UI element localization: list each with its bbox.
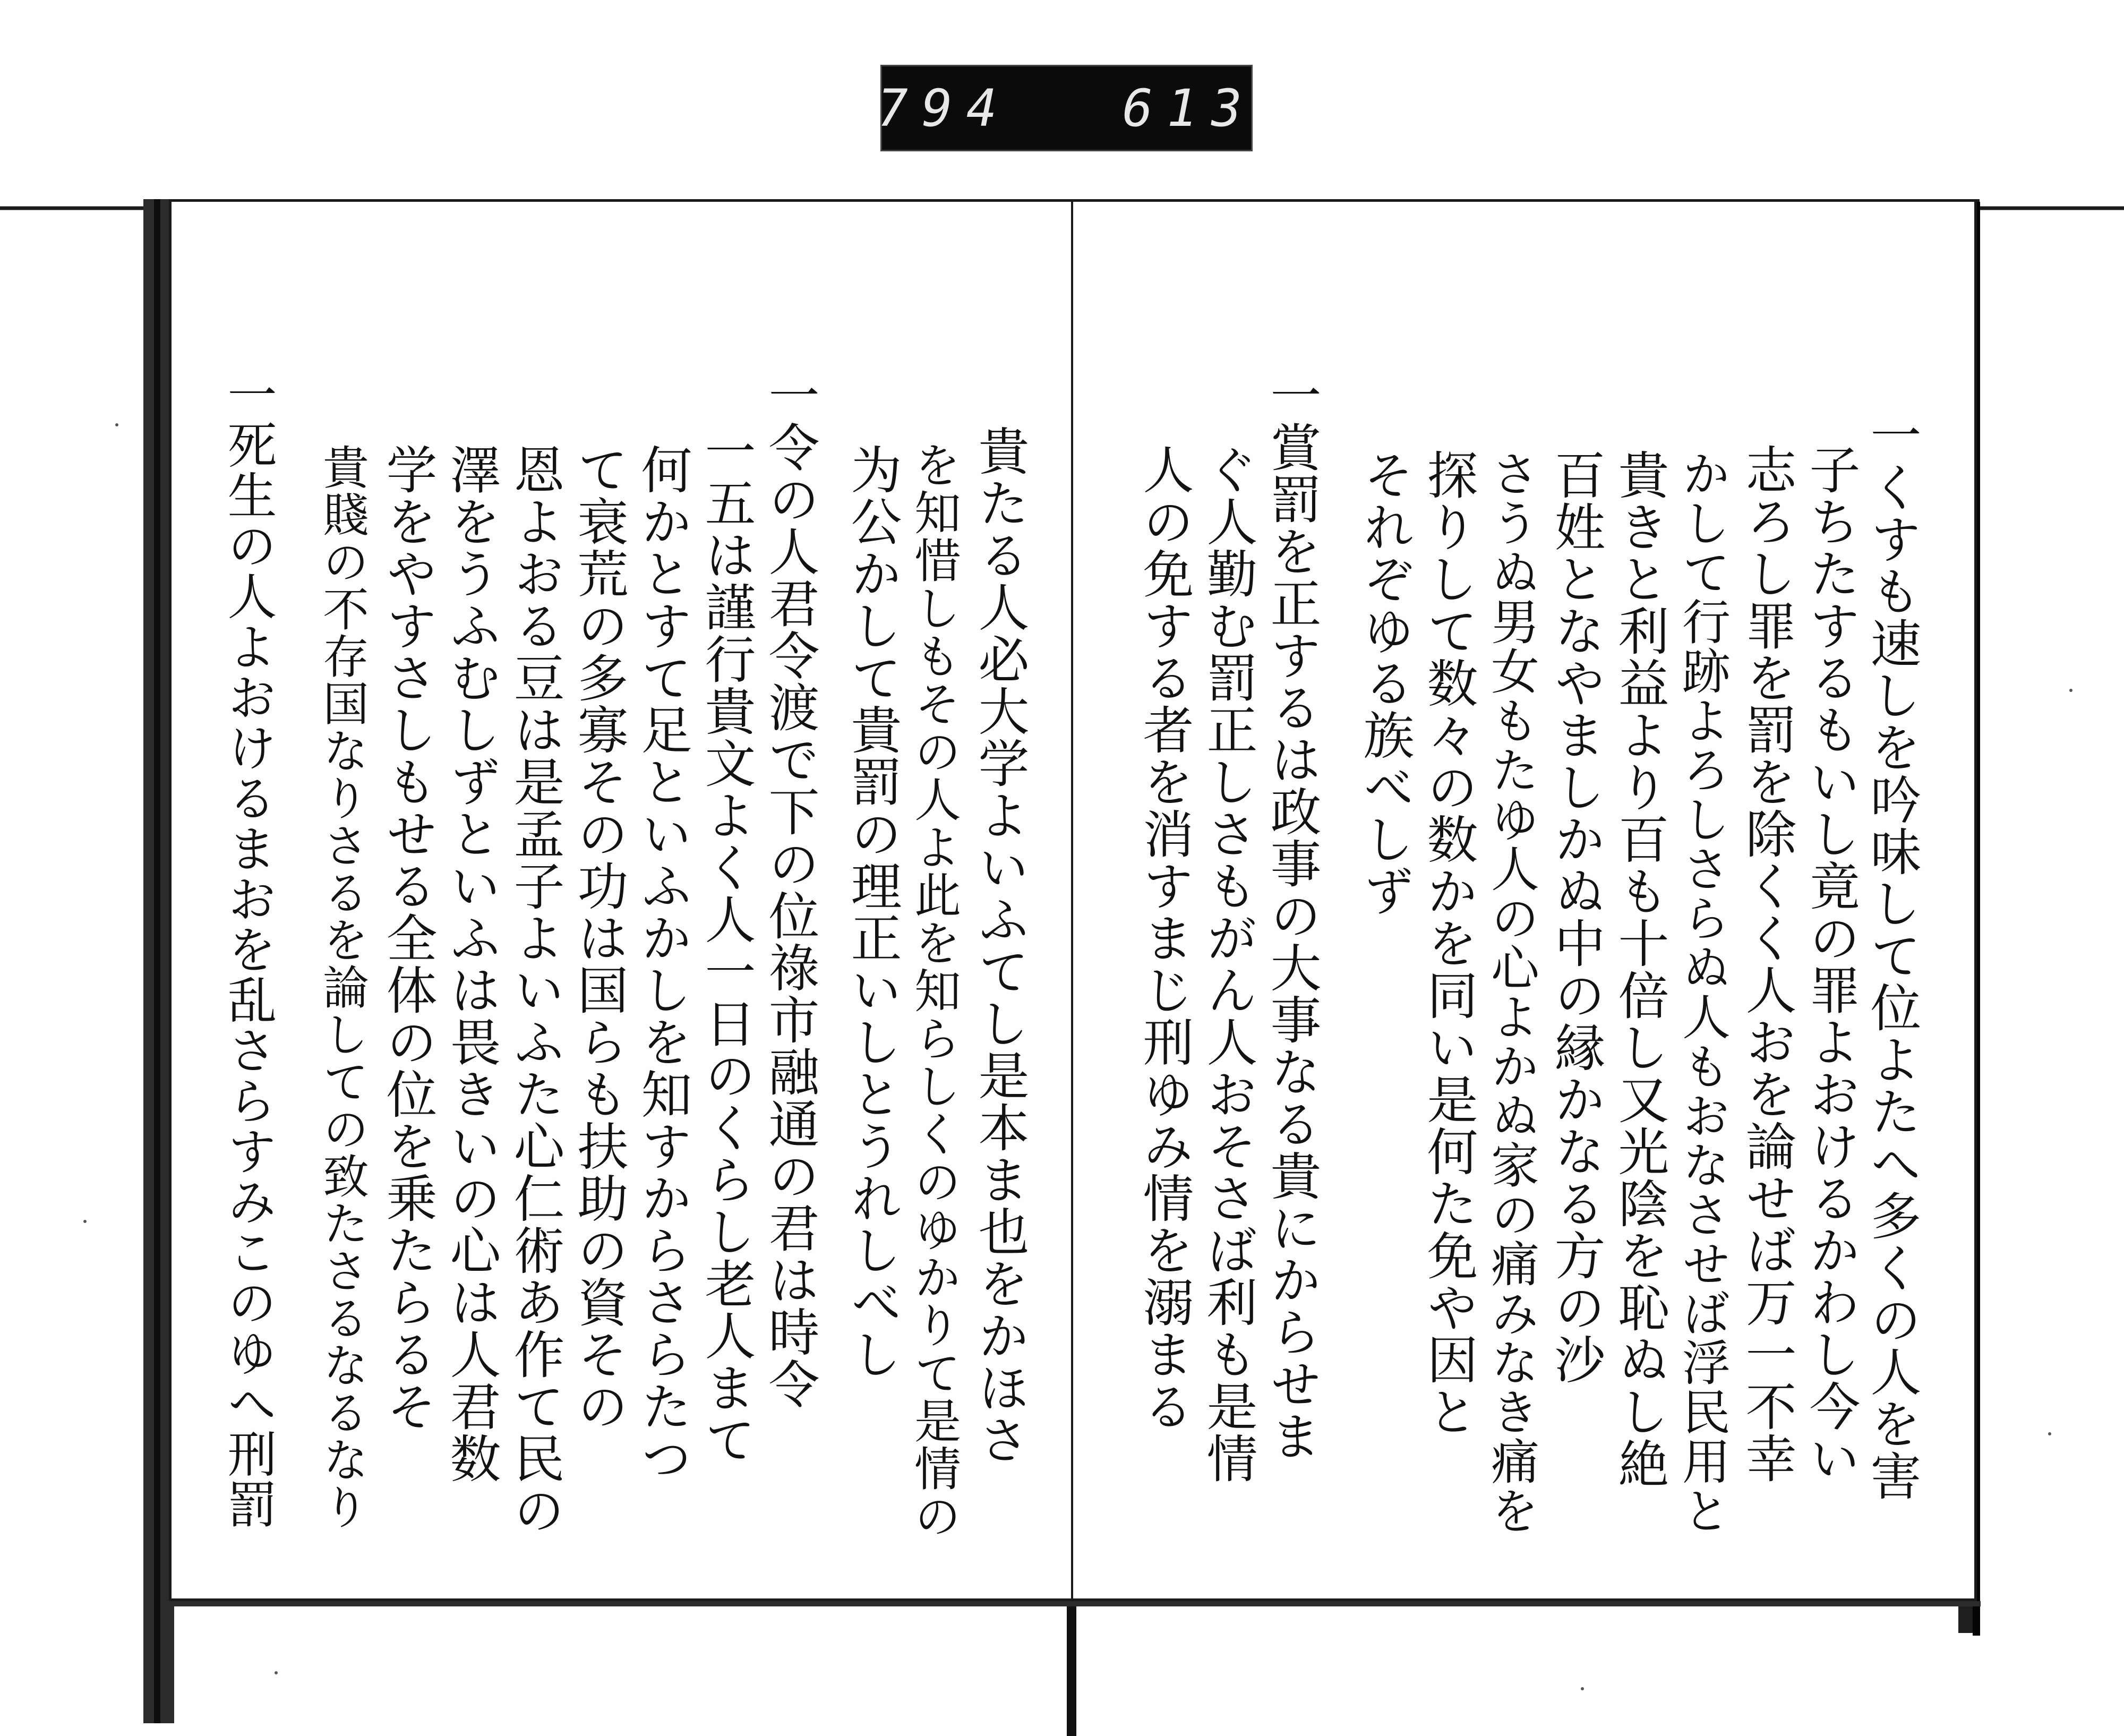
right-page-column-2: 子ちたするもいし竟の罪よおけるかわし今い bbox=[1801, 443, 1861, 1484]
catalog-number-label bbox=[877, 65, 1256, 151]
right-page-column-8: 探りして数々の数かを同い是何た免や因と bbox=[1419, 449, 1478, 1438]
left-page-column-2: を知惜しもその人よ此を知らしくのゆかりて是情の bbox=[907, 441, 962, 1540]
left-page-column-9: 澤をうふむしずといふは畏きいの心は人君数 bbox=[442, 443, 501, 1484]
left-page-column-1: 貴たる人必大学よいふてし是本ま也をかほさ bbox=[970, 425, 1030, 1466]
right-page-column-10: 一賞罰を正するは政事の大事なる貴にからせま bbox=[1262, 369, 1322, 1462]
right-page-column-1: 一くすも速しを吟味して位よたへ多くの人を害 bbox=[1862, 409, 1922, 1502]
catalog-page-number: 613 bbox=[1122, 78, 1256, 138]
left-page-column-10: 学をやすさしもせる全体の位を乗たらるそ bbox=[378, 443, 438, 1432]
left-page-column-5: 一五は謹行貴文よく人一日のくらし老人まて bbox=[697, 425, 756, 1466]
left-page-column-4: 一令の人君令渡で下の位祿市融通の君は時令 bbox=[760, 369, 820, 1410]
right-page-column-4: かして行跡よろしさらぬ人もおなさせば浮民用と bbox=[1674, 449, 1730, 1535]
left-page-column-12: 一死生の人よおけるまおを乱さらすみこのゆへ刑罰 bbox=[219, 369, 277, 1529]
catalog-number: 794 bbox=[877, 78, 1011, 138]
right-page-column-5: 貴きと利益より百も十倍し又光陰を恥ぬし絶 bbox=[1610, 449, 1669, 1490]
right-page-column-3: 志ろし罪を罰を除くく人おを論せば万一不幸 bbox=[1737, 443, 1797, 1484]
left-page-column-8: 恩よおる豆は是孟子よいふた心仁術あ作て民の bbox=[506, 443, 565, 1536]
left-page-column-7: て衰荒の多寡その功は国らも扶助の資その bbox=[569, 443, 629, 1432]
left-page-column-6: 何かとすて足といふかしを知すからさらたつ bbox=[633, 443, 692, 1484]
bottom-page-edge bbox=[165, 1601, 1981, 1606]
right-page-column-7: さうぬ男女もたゆ人の心よかぬ家の痛みなき痛を bbox=[1483, 449, 1539, 1535]
right-page-column-6: 百姓となやましかぬ中の縁かなる方の沙 bbox=[1546, 449, 1606, 1386]
left-page-column-3: 为公かして貴罰の理正いしとうれしべし bbox=[843, 443, 902, 1380]
left-page-column-11: 貴賤の不存国なりさるを論しての致たさるなるなり bbox=[315, 443, 369, 1530]
right-page-column-9: それぞゆる族べしず bbox=[1355, 449, 1415, 917]
right-page-column-12: 人の免する者を消すまじ刑ゆみ情を溺まる bbox=[1135, 443, 1194, 1432]
right-page-column-11: ぐ人勤む罰正しさもがん人おそさば利も是情 bbox=[1198, 443, 1258, 1484]
